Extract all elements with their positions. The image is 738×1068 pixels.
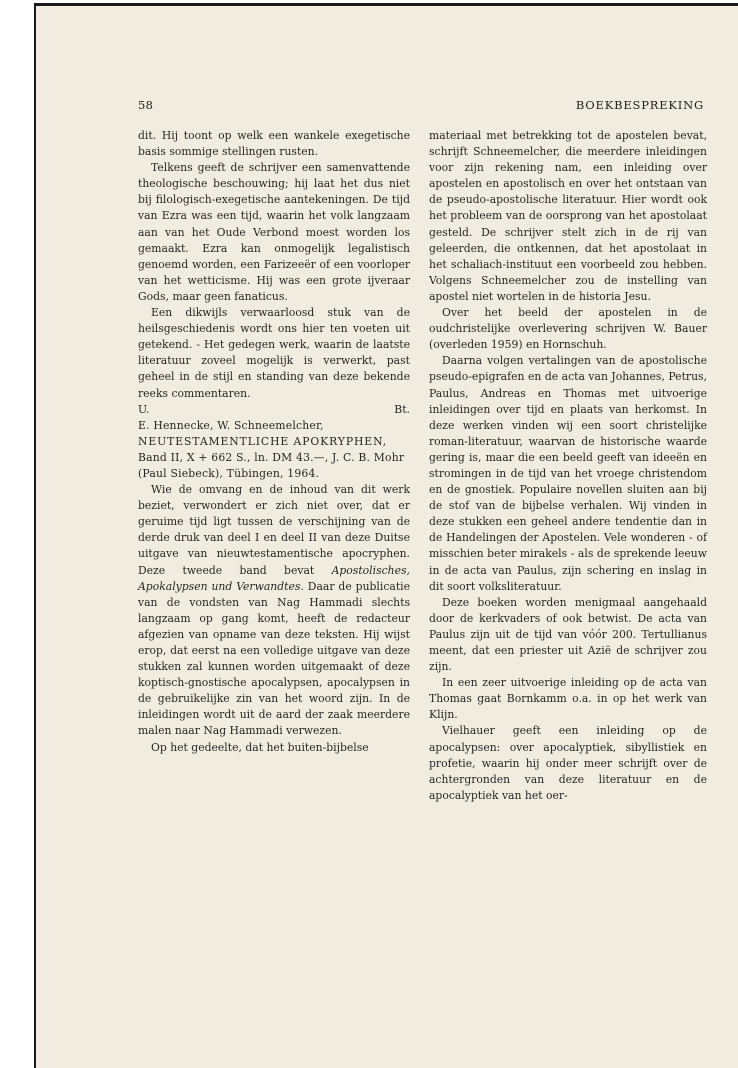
biblio-authors: E. Hennecke, W. Schneemelcher,: [138, 418, 324, 432]
paragraph: dit. Hij toont op welk een wankele exegetische basis sommige stellingen rusten.: [138, 129, 410, 159]
biblio-title: NEUTESTAMENTLICHE APOKRYPHEN,: [138, 434, 388, 448]
paragraph: materiaal met betrekking tot de apostelen bevat, schrijft Schneemelcher, die meerdere inleidingen voor zijn rekening nam, een inleiding over apostelen en apostolisch en over het ontstaan van de pseudo-apostolische literatuur. Hier wordt ook het probleem van de oorsprong van het apostolaat gesteld. De schrijver stelt zich in de rij van geleerden, die ontkennen, dat het apostolaat in het schaliach-instituut een voorbeeld zou hebben. Volgens Schneemelcher zou de instelling van apostel niet wortelen in de historia Jesu.: [429, 129, 707, 303]
text-run: Wie de omvang en de inhoud van dit werk beziet, verwondert er zich niet over, dat er geruime tijd ligt tussen de verschijning van de derde druk van deel I en deel II van deze Duitse uitgave van nieuwtestamentische apocryphen. Deze tweede band bevat: [138, 483, 410, 577]
right-column: [429, 128, 707, 804]
paragraph: Over het beeld der apostelen in de oudchristelijke overlevering schrijven W. Bauer (overleden 1959) en Hornschuh.: [429, 306, 707, 352]
paragraph: [138, 482, 410, 740]
paragraph: Telkens geeft de schrijver een samenvattende theologische beschouwing; hij laat het dus niet bij filologisch-exegetische aantekeningen. De tijd van Ezra was een tijd, waarin het volk langzaam aan van het Oude Verbond moest worden los gemaakt. Ezra kan onmogelijk legalistisch genoemd worden, een Farizeeër of een voorloper van het wetticisme. Hij was een grote ijveraar Gods, maar geen fanaticus.: [138, 161, 410, 303]
text-run: Daar de publicatie van de vondsten van Nag Hammadi slechts langzaam op gang komt, heeft de redacteur afgezien van opname van deze teksten. Hij wijst erop, dat eerst na een volledige uitgave van deze stukken zal kunnen worden uitgemaakt of deze koptisch-gnostische apocalypsen, apocalypsen in de gebruikelijke zin van het woord zijn. In de inleidingen wordt uit de aard der zaak meerdere malen naar Nag Hammadi verwezen.: [138, 579, 410, 738]
signature-name: Bt.: [394, 402, 410, 416]
signature-initial: U.: [138, 402, 150, 416]
italic-title: Apostolisches, Apokalypsen und Verwandtes.: [138, 563, 410, 593]
paragraph: Een dikwijls verwaarloosd stuk van de heilsgeschiedenis wordt ons hier ten voeten uit getekend. - Het gedegen werk, waarin de laatste literatuur zoveel mogelijk is verwerkt, past geheel in de stijl en standing van deze bekende reeks commentaren.: [138, 306, 410, 400]
left-column: [138, 128, 410, 756]
paragraph: In een zeer uitvoerige inleiding op de acta van Thomas gaat Bornkamm o.a. in op het werk van Klijn.: [429, 676, 707, 722]
running-title: BOEKBESPREKING: [575, 98, 704, 112]
paragraph: Deze boeken worden menigmaal aangehaald door de kerkvaders of ook betwist. De acta van Paulus zijn uit de tijd van vóór 200. Tertullianus meent, dat een priester uit Azië de schrijver zou zijn.: [429, 595, 707, 674]
book-page: [34, 3, 738, 1068]
biblio-details: Band II, X + 662 S., ln. DM 43.—, J. C. B. Mohr (Paul Siebeck), Tübingen, 1964.: [138, 450, 405, 480]
reviewer-signature: [138, 402, 410, 418]
bibliographic-entry: [138, 418, 410, 482]
paragraph: Daarna volgen vertalingen van de apostolische pseudo-epigrafen en de acta van Johannes, Petrus, Paulus, Andreas en Thomas met uitvoerige inleidingen over tijd en plaats van herkomst. In deze werken vinden wij een soort christelijke roman-literatuur, waarvan de historische waarde gering is, maar die een beeld geeft van ideeën en stromingen in de tijd van het vroege christendom en de gnostiek. Populaire novellen sluiten aan bij de stof van de bijbelse verhalen. Wij vinden in deze stukken een geheel andere tendentie dan in de Handelingen der Apostelen. Vele wonderen - of misschien beter mirakels - als de sprekende leeuw in de acta van Paulus, zijn schering en inslag in dit soort volksliteratuur.: [429, 354, 707, 593]
page-number: 58: [138, 98, 154, 112]
paragraph: Op het gedeelte, dat het buiten-bijbelse: [151, 740, 369, 754]
paragraph: Vielhauer geeft een inleiding op de apocalypsen: over apocalyptiek, sibyllistiek en profetie, waarin hij onder meer schrijft over de achtergronden van deze literatuur en de apocalyptiek van het oer-: [429, 724, 707, 802]
